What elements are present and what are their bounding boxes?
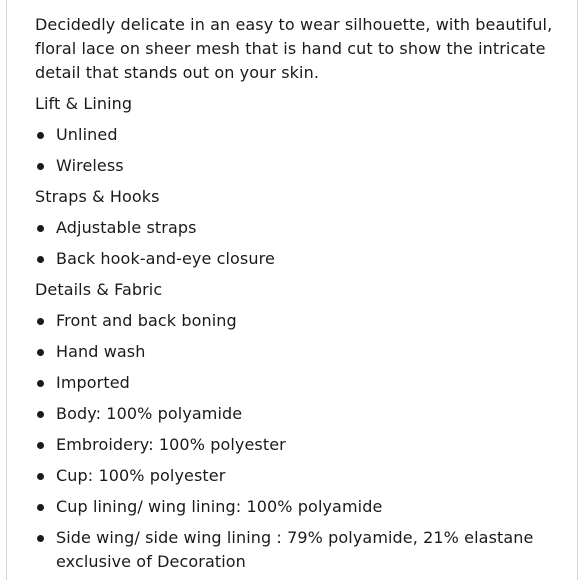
bullet-icon (37, 225, 44, 232)
list-item-text: Front and back boning (56, 311, 237, 330)
list-item-text: Imported (56, 373, 130, 392)
list-lift-lining (35, 123, 565, 178)
bullet-icon (37, 380, 44, 387)
list-item-text: Unlined (56, 125, 118, 144)
product-details-content (35, 13, 565, 581)
list-item-text: Hand wash (56, 342, 146, 361)
list-item (35, 464, 565, 488)
bullet-icon (37, 411, 44, 418)
list-item (35, 402, 565, 426)
list-straps-hooks (35, 216, 565, 271)
list-item (35, 371, 565, 395)
list-item-text: Back hook-and-eye closure (56, 249, 275, 268)
list-item (35, 154, 565, 178)
bullet-icon (37, 473, 44, 480)
list-item (35, 309, 565, 333)
list-item (35, 123, 565, 147)
list-item (35, 495, 565, 519)
bullet-icon (37, 442, 44, 449)
list-item (35, 247, 565, 271)
bullet-icon (37, 256, 44, 263)
section-title-details-fabric: Details & Fabric (35, 280, 163, 299)
product-details-panel (6, 0, 578, 580)
list-item-text: Cup lining/ wing lining: 100% polyamide (56, 497, 383, 516)
bullet-icon (37, 132, 44, 139)
product-description: Decidedly delicate in an easy to wear silhouette, with beautiful, floral lace on sheer mesh that is hand cut to show the intricate detail that stands out on your skin. (35, 15, 553, 82)
bullet-icon (37, 504, 44, 511)
list-item-text: Adjustable straps (56, 218, 197, 237)
list-item (35, 526, 565, 574)
list-item (35, 216, 565, 240)
bullet-icon (37, 318, 44, 325)
list-item-text: Cup: 100% polyester (56, 466, 226, 485)
list-item-text: Side wing/ side wing lining : 79% polyamide, 21% elastane exclusive of Decoration (56, 528, 534, 571)
bullet-icon (37, 349, 44, 356)
list-item (35, 340, 565, 364)
section-title-lift-lining: Lift & Lining (35, 94, 133, 113)
bullet-icon (37, 163, 44, 170)
list-item (35, 433, 565, 457)
list-item-text: Embroidery: 100% polyester (56, 435, 286, 454)
list-item-text: Body: 100% polyamide (56, 404, 243, 423)
list-item-text: Wireless (56, 156, 124, 175)
section-title-straps-hooks: Straps & Hooks (35, 187, 160, 206)
bullet-icon (37, 535, 44, 542)
list-details-fabric (35, 309, 565, 574)
